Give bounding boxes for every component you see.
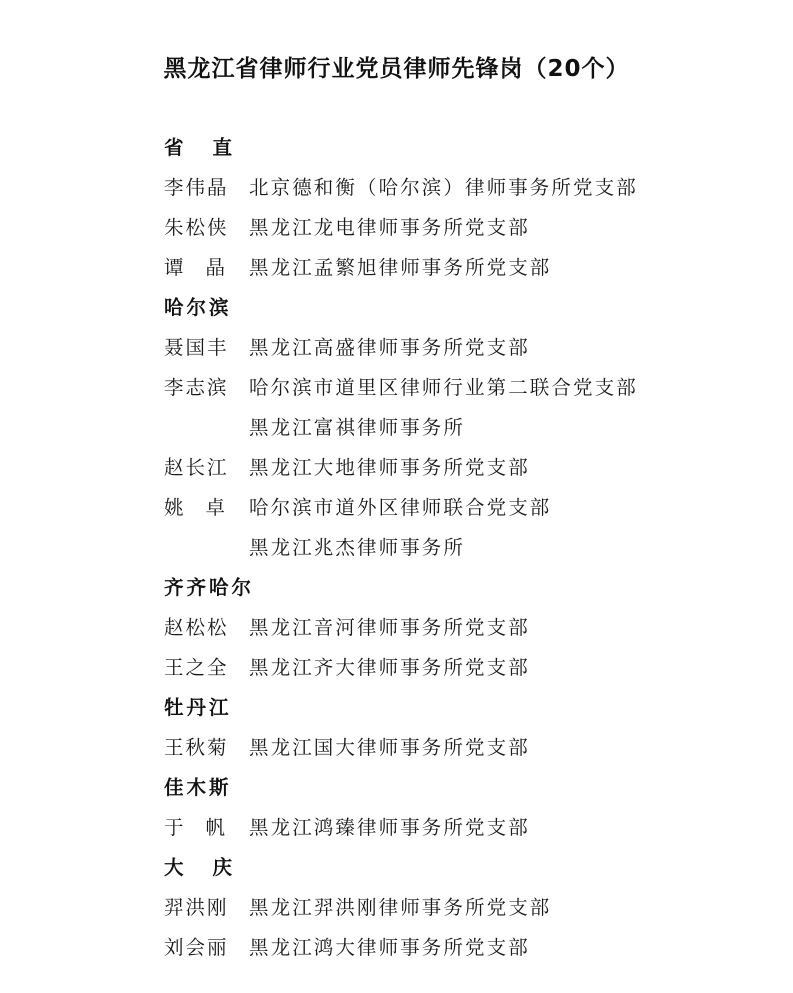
- list-item: [164, 448, 764, 488]
- organization-name: 黑龙江孟繁旭律师事务所党支部: [249, 256, 552, 279]
- section-heading: 大庆: [164, 856, 262, 879]
- list-item: [164, 488, 764, 528]
- organization-name: 黑龙江羿洪刚律师事务所党支部: [249, 896, 552, 919]
- list-item: [164, 528, 764, 568]
- organization-name: 黑龙江国大律师事务所党支部: [249, 736, 530, 759]
- organization-name: 哈尔滨市道外区律师联合党支部: [249, 496, 552, 519]
- lawyer-name: 羿洪刚: [164, 896, 229, 919]
- organization-name: 黑龙江大地律师事务所党支部: [249, 456, 530, 479]
- section-heading: 齐齐哈尔: [164, 576, 255, 599]
- list-item: [164, 408, 764, 448]
- lawyer-name: 王之全: [164, 656, 229, 679]
- organization-name: 黑龙江鸿臻律师事务所党支部: [249, 816, 530, 839]
- list-item: [164, 328, 764, 368]
- page-title: 黑龙江省律师行业党员律师先锋岗（20个）: [163, 56, 630, 82]
- organization-name: 黑龙江音河律师事务所党支部: [249, 616, 530, 639]
- organization-name: 黑龙江高盛律师事务所党支部: [249, 336, 530, 359]
- lawyer-name: 聂国丰: [164, 336, 229, 359]
- organization-name: 黑龙江龙电律师事务所党支部: [249, 216, 530, 239]
- list-item: [164, 928, 764, 968]
- lawyer-name: 李伟晶: [164, 176, 229, 199]
- sections-list: [164, 128, 764, 968]
- organization-name: 黑龙江富祺律师事务所: [249, 416, 466, 439]
- organization-name: 北京德和衡（哈尔滨）律师事务所党支部: [249, 176, 638, 199]
- section-heading: 佳木斯: [164, 776, 232, 799]
- organization-name: 黑龙江鸿大律师事务所党支部: [249, 936, 530, 959]
- lawyer-name: 谭晶: [164, 256, 248, 279]
- list-item: [164, 368, 764, 408]
- section-heading: 哈尔滨: [164, 296, 232, 319]
- lawyer-name: 赵松松: [164, 616, 229, 639]
- list-item: [164, 888, 764, 928]
- organization-name: 黑龙江齐大律师事务所党支部: [249, 656, 530, 679]
- list-item: [164, 728, 764, 768]
- list-item: [164, 648, 764, 688]
- lawyer-name: 王秋菊: [164, 736, 229, 759]
- section-heading: 省直: [164, 136, 262, 159]
- list-item: [164, 608, 764, 648]
- lawyer-name: 李志滨: [164, 376, 229, 399]
- lawyer-name: 刘会丽: [164, 936, 229, 959]
- list-item: [164, 808, 764, 848]
- list-item: [164, 208, 764, 248]
- list-item: [164, 168, 764, 208]
- organization-name: 哈尔滨市道里区律师行业第二联合党支部: [249, 376, 638, 399]
- lawyer-name: 赵长江: [164, 456, 229, 479]
- lawyer-name: 于帆: [164, 816, 248, 839]
- lawyer-name: 姚卓: [164, 496, 248, 519]
- lawyer-name: 朱松侠: [164, 216, 229, 239]
- list-item: [164, 248, 764, 288]
- section-heading: 牡丹江: [164, 696, 232, 719]
- organization-name: 黑龙江兆杰律师事务所: [249, 536, 466, 559]
